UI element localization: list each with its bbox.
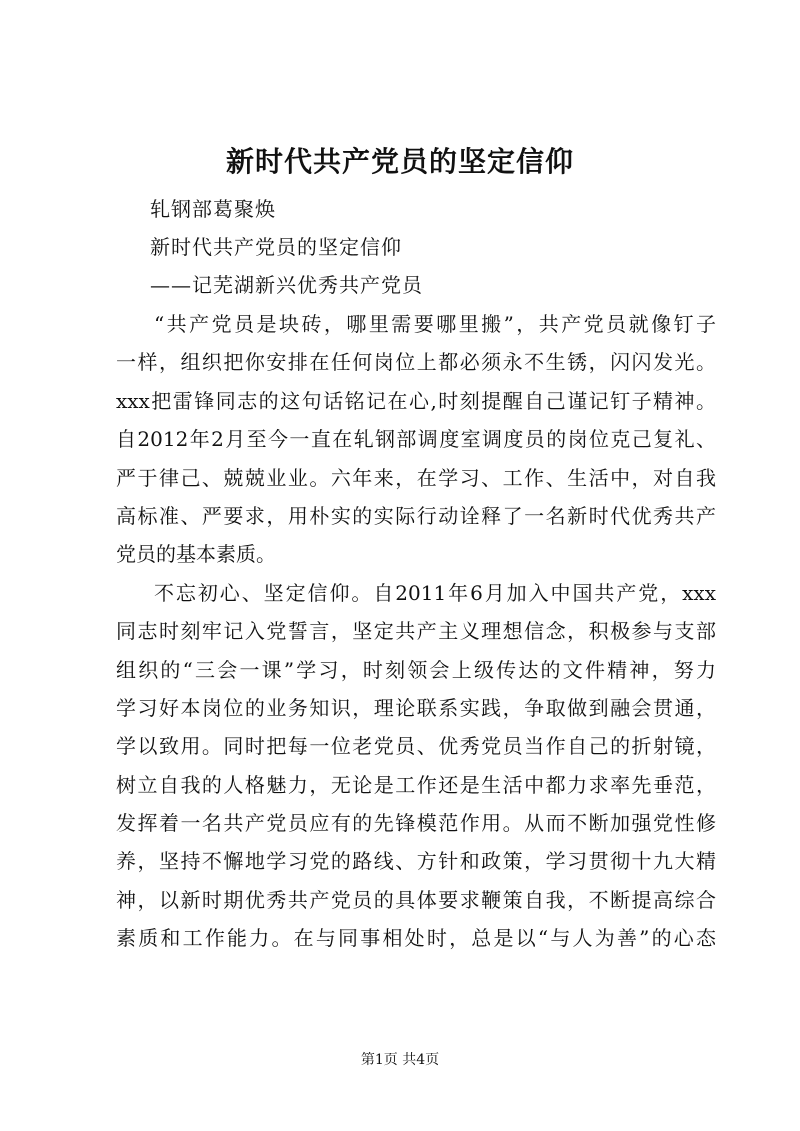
paragraph-1-line-5: 严于律己、兢兢业业。六年来，在学习、工作、生活中，对自我 [116, 465, 716, 490]
paragraph-2-line-5: 学以致用。同时把每一位老党员、优秀党员当作自己的折射镜， [116, 734, 716, 759]
dedication-line: ——记芜湖新兴优秀共产党员 [150, 273, 423, 297]
document-title: 新时代共产党员的坚定信仰 [225, 145, 574, 178]
author-line: 轧钢部葛聚焕 [150, 197, 276, 221]
paragraph-1-line-2: 一样，组织把你安排在任何岗位上都必须永不生锈，闪闪发光。 [116, 350, 716, 375]
paragraph-2-line-2: 同志时刻牢记入党誓言，坚定共产主义理想信念，积极参与支部 [116, 619, 716, 644]
paragraph-2-line-8: 养，坚持不懈地学习党的路线、方针和政策，学习贯彻十九大精 [116, 849, 716, 874]
paragraph-2-line-4: 学习好本岗位的业务知识，理论联系实践，争取做到融会贯通， [116, 695, 716, 720]
subtitle-line: 新时代共产党员的坚定信仰 [150, 235, 402, 259]
body-text [116, 305, 716, 958]
paragraph-1-line-1: “共产党员是块砖，哪里需要哪里搬”，共产党员就像钉子 [154, 312, 716, 336]
paragraph-2-line-3: 组织的“三会一课”学习，时刻领会上级传达的文件精神，努力 [116, 657, 716, 682]
paragraph-2-line-6: 树立自我的人格魅力，无论是工作还是生活中都力求率先垂范， [116, 772, 716, 797]
paragraph-2-line-9: 神，以新时期优秀共产党员的具体要求鞭策自我，不断提高综合 [116, 887, 716, 912]
paragraph-2-line-1: 不忘初心、坚定信仰。自2011年6月加入中国共产党，xxx [154, 580, 716, 605]
paragraph-1-line-6: 高标准、严要求，用朴实的实际行动诠释了一名新时代优秀共产 [116, 503, 716, 528]
page-footer: 第1页 共4页 [360, 1052, 440, 1068]
paragraph-1-line-4: 自2012年2月至今一直在轧钢部调度室调度员的岗位克己复礼、 [116, 427, 716, 452]
paragraph-2-line-10: 素质和工作能力。在与同事相处时，总是以“与人为善”的心态 [116, 926, 716, 951]
paragraph-1-line-7: 党员的基本素质。 [116, 542, 276, 567]
paragraph-2-line-7: 发挥着一名共产党员应有的先锋模范作用。从而不断加强党性修 [116, 811, 716, 836]
paragraph-1-line-3: xxx把雷锋同志的这句话铭记在心,时刻提醒自己谨记钉子精神。 [116, 388, 716, 413]
